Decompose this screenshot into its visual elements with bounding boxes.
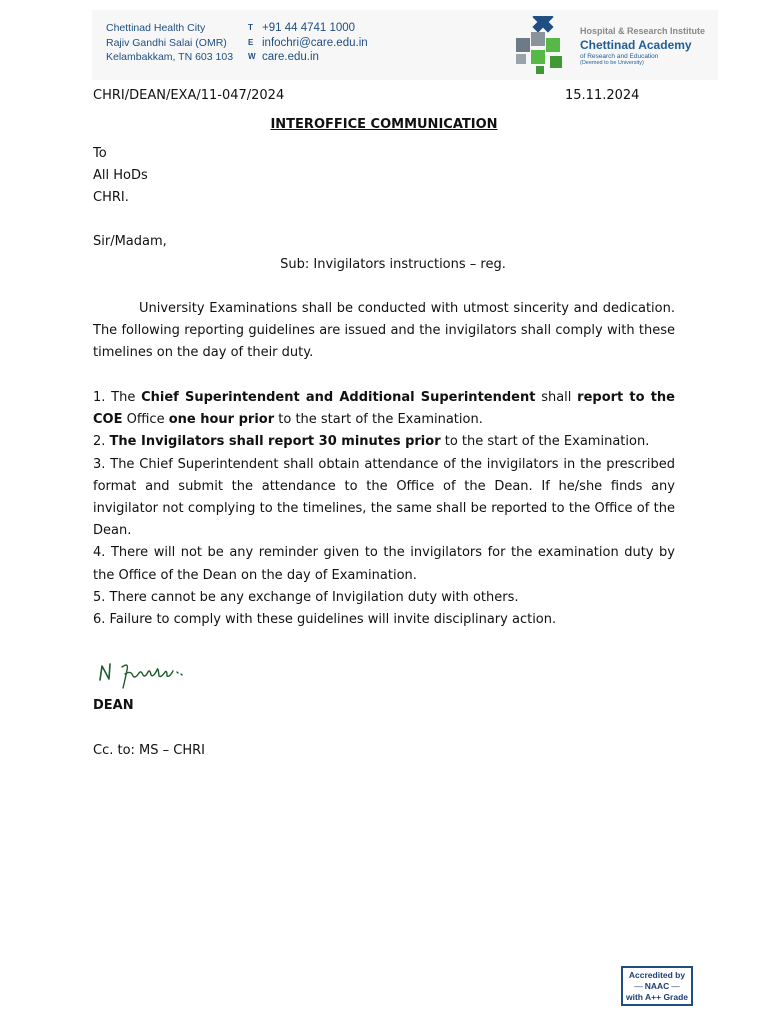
email-address: infochri@care.edu.in <box>262 36 368 49</box>
email-row <box>248 36 368 51</box>
naac-line-3: with A++ Grade <box>625 992 689 1002</box>
reference-number: CHRI/DEAN/EXA/11-047/2024 <box>93 88 285 103</box>
web-label: W <box>248 52 256 61</box>
signature <box>95 656 195 690</box>
institution-line-3: of Research and Education <box>580 53 659 60</box>
address-block <box>106 21 233 65</box>
recipient-line-2: CHRI. <box>93 190 129 205</box>
web-row <box>248 50 368 65</box>
guideline-5: 5. There cannot be any exchange of Invigilation duty with others. <box>93 589 519 605</box>
guideline-3: 3. The Chief Superintendent shall obtain attendance of the invigilators in the prescribed format and submit the attendance to the Office of the Dean. If he/she finds any invigilator not complying to the timelines, the same shall be reported to the Office of the Dean. <box>93 456 675 539</box>
guideline-4: 4. There will not be any reminder given to the invigilators for the examination duty by the Office of the Dean on the day of Examination. <box>93 545 675 583</box>
phone-row <box>248 21 368 36</box>
letterhead <box>92 10 718 80</box>
subject-line: Sub: Invigilators instructions – reg. <box>280 257 506 272</box>
cc-line: Cc. to: MS – CHRI <box>93 743 206 758</box>
institution-block <box>580 26 705 66</box>
naac-line-2: — NAAC — <box>623 981 691 992</box>
guideline-1: 1. The Chief Superintendent and Additional Superintendent shall report to the COE Office one hour prior to the start of the Examination. <box>93 390 675 428</box>
institution-line-1: Hospital & Research Institute <box>580 26 706 36</box>
naac-line-1: Accredited by <box>628 970 686 980</box>
salutation: Sir/Madam, <box>93 234 167 249</box>
org-name: Chettinad Health City <box>106 22 206 34</box>
signatory-title: DEAN <box>93 698 134 713</box>
logo-cross-top <box>532 16 553 33</box>
letter-date: 15.11.2024 <box>565 88 640 103</box>
to-label: To <box>93 146 107 161</box>
document-heading: INTEROFFICE COMMUNICATION <box>270 117 498 132</box>
phone-label: T <box>248 23 253 32</box>
intro-paragraph: University Examinations shall be conducted with utmost sincerity and dedication. The following reporting guidelines are issued and the invigilators shall comply with these timelines on the day of their duty. <box>93 301 675 360</box>
address-line-1: Rajiv Gandhi Salai (OMR) <box>106 36 227 49</box>
guidelines-list <box>93 387 675 631</box>
naac-accreditation-badge <box>621 966 693 1006</box>
phone-number: +91 44 4741 1000 <box>262 22 356 34</box>
contact-block <box>248 21 368 65</box>
address-line-2: Kelambakkam, TN 603 103 <box>106 51 234 63</box>
email-label: E <box>248 37 254 47</box>
institution-line-4: (Deemed to be University) <box>580 60 644 66</box>
recipient-line-1: All HoDs <box>93 168 148 183</box>
chettinad-logo-icon <box>512 16 572 76</box>
website: care.edu.in <box>262 51 319 63</box>
institution-name: Chettinad Academy <box>580 38 692 52</box>
guideline-2: 2. The Invigilators shall report 30 minutes prior to the start of the Examination. <box>93 434 650 450</box>
guideline-6: 6. Failure to comply with these guidelines will invite disciplinary action. <box>93 612 557 628</box>
